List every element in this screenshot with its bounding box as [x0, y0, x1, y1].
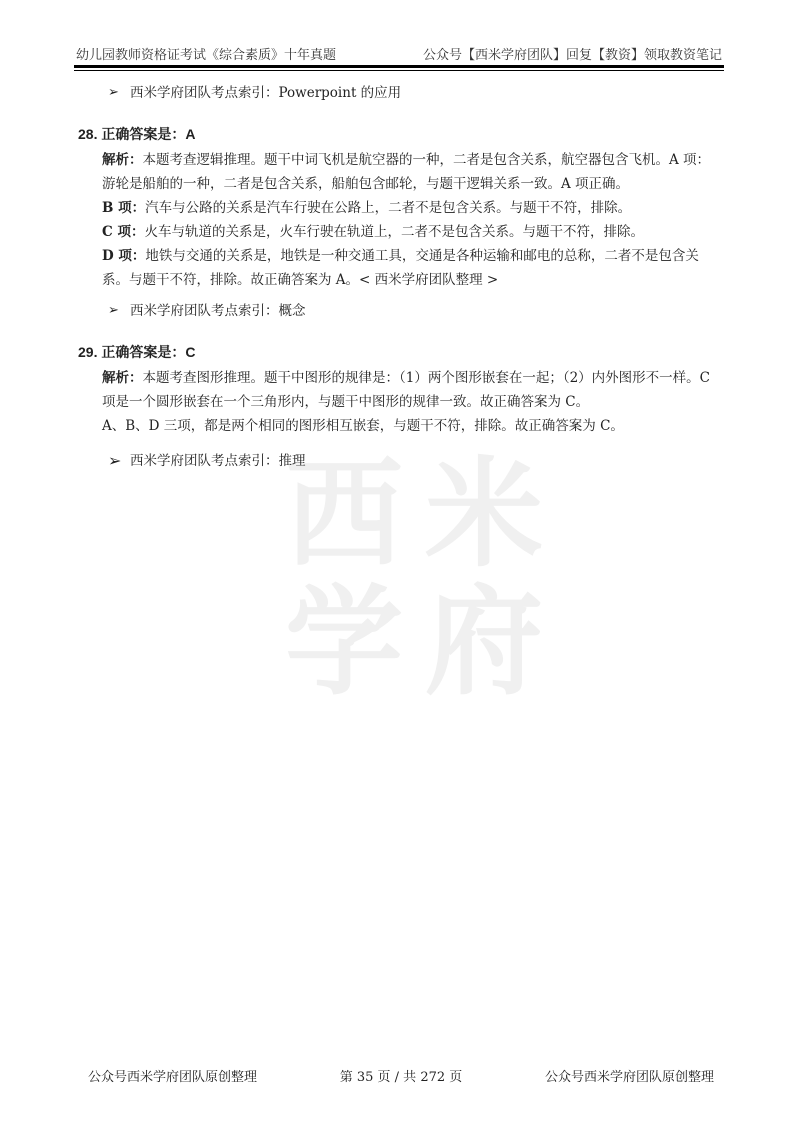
page-header — [76, 44, 722, 63]
footer-right-text: 公众号西米学府团队原创整理 — [544, 1070, 714, 1085]
bullet-arrow-icon: ➢ — [108, 85, 119, 100]
q28-option-d-text: 地铁与交通的关系是，地铁是一种交通工具，交通是各种运输和邮电的总称，二者不是包含关系。与题干不符，排除。故正确答案为 A。< 西米学府团队整理 > — [102, 248, 699, 288]
q29-other-options — [78, 414, 720, 438]
watermark-char-3: 学 — [285, 573, 404, 711]
q28-analysis — [78, 148, 720, 196]
question-28-title: 28. 正确答案是：A — [78, 126, 196, 142]
index-line-q28 — [108, 298, 720, 324]
page-footer — [88, 1066, 714, 1085]
q28-option-b-label: B 项： — [102, 200, 146, 216]
q29-analysis-label: 解析： — [102, 370, 143, 386]
q28-analysis-text: 本题考查逻辑推理。题干中词飞机是航空器的一种，二者是包含关系，航空器包含飞机。A 项：游轮是船舶的一种，二者是包含关系，船舶包含邮轮，与题干逻辑关系一致。A 项正确。 — [102, 152, 711, 192]
q29-analysis-text: 本题考查图形推理。题干中图形的规律是：（1）两个图形嵌套在一起；（2）内外图形不一样。C 项是一个圆形嵌套在一个三角形内，与题干中图形的规律一致。故正确答案为 C。 — [102, 370, 711, 410]
index-text: 西米学府团队考点索引：Powerpoint 的应用 — [130, 85, 402, 101]
q29-other-options-text: A、B、D 三项，都是两个相同的图形相互嵌套，与题干不符，排除。故正确答案为 C。 — [102, 418, 624, 434]
index-line-top — [108, 80, 720, 106]
q28-option-c-text: 火车与轨道的关系是，火车行驶在轨道上，二者不是包含关系。与题干不符，排除。 — [144, 224, 644, 240]
bullet-arrow-icon: ➢ — [108, 303, 119, 318]
header-right-text: 公众号【西米学府团队】回复【教资】领取教资笔记 — [422, 48, 722, 63]
index-text: 西米学府团队考点索引：概念 — [130, 303, 306, 319]
q28-option-d-label: D 项： — [102, 248, 146, 264]
bullet-arrow-icon: ➢ — [108, 451, 122, 470]
question-29-title: 29. 正确答案是：C — [78, 344, 196, 360]
q28-option-b — [78, 196, 720, 220]
header-rule-thin — [74, 70, 724, 71]
q29-analysis — [78, 366, 720, 414]
q28-analysis-label: 解析： — [102, 152, 143, 168]
header-left-text: 幼儿园教师资格证考试《综合素质》十年真题 — [76, 48, 337, 63]
index-text: 西米学府团队考点索引：推理 — [130, 453, 306, 469]
q28-option-c-label: C 项： — [102, 224, 145, 240]
watermark-char-2: 米 — [425, 445, 544, 583]
watermark-char-4: 府 — [425, 573, 544, 711]
watermark-char-1: 西 — [285, 445, 404, 583]
q28-option-c — [78, 220, 720, 244]
header-rule-thick — [74, 65, 724, 68]
q28-option-d — [78, 244, 720, 292]
page-number: 第 35 页 / 共 272 页 — [339, 1070, 463, 1085]
index-line-q29 — [108, 448, 720, 474]
footer-left-text: 公众号西米学府团队原创整理 — [88, 1070, 258, 1085]
watermark — [275, 445, 565, 715]
page-content — [78, 80, 720, 474]
q28-option-b-text: 汽车与公路的关系是汽车行驶在公路上，二者不是包含关系。与题干不符，排除。 — [145, 200, 632, 216]
